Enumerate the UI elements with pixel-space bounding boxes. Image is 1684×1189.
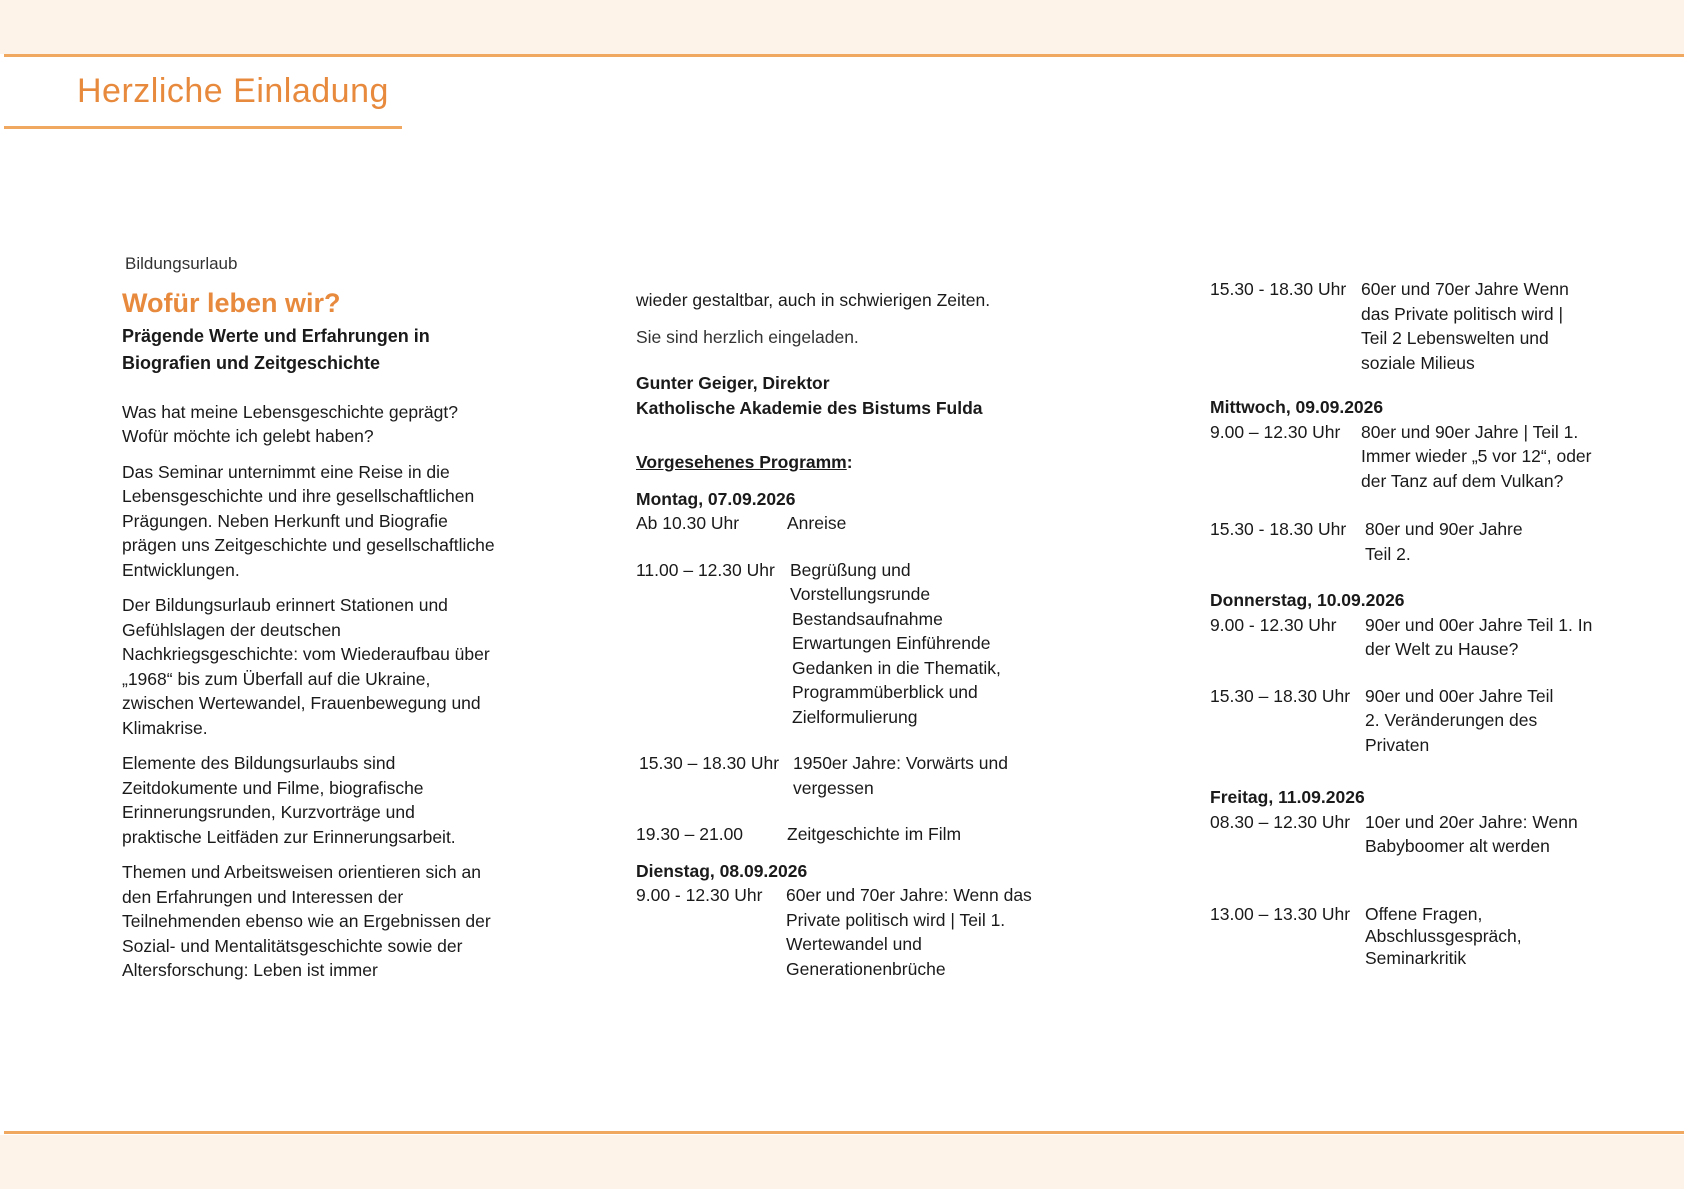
entry-time: 11.00 – 12.30 Uhr — [636, 559, 775, 580]
schedule-entry — [1210, 810, 1684, 859]
entry-description: 10er und 20er Jahre: Wenn Babyboomer alt werden — [1365, 811, 1578, 856]
entry-description: 60er und 70er Jahre Wenn das Private politisch wird | Teil 2 Lebenswelten und soziale Milieus — [1361, 279, 1569, 373]
entry-description: 60er und 70er Jahre: Wenn das Private politisch wird | Teil 1. Wertewandel und Generationenbrüche — [786, 885, 1032, 979]
bottom-rule — [4, 1131, 1684, 1134]
entry-time: 15.30 – 18.30 Uhr — [639, 753, 780, 773]
day-heading-montag: Montag, 07.09.2026 — [636, 488, 796, 509]
entry-description: 90er und 00er Jahre Teil 1. In der Welt zu Hause? — [1365, 614, 1593, 659]
schedule-entry — [1210, 420, 1684, 494]
entry-time: 15.30 - 18.30 Uhr — [1210, 279, 1347, 299]
schedule-entry — [1210, 684, 1684, 758]
seminar-subtitle: Prägende Werte und Erfahrungen in Biografien und Zeitgeschichte — [122, 325, 430, 373]
entry-time: 9.00 - 12.30 Uhr — [1210, 614, 1337, 635]
invitation-text: Sie sind herzlich eingeladen. — [636, 326, 859, 347]
entry-time: 9.00 – 12.30 Uhr — [1210, 421, 1341, 442]
entry-description: 80er und 90er Jahre Teil 2. — [1365, 519, 1523, 564]
middle-column — [636, 288, 1066, 981]
schedule-entry — [1210, 613, 1684, 662]
entry-time: 08.30 – 12.30 Uhr — [1210, 811, 1351, 832]
schedule-entry — [636, 822, 1066, 847]
schedule-entry — [639, 751, 1066, 800]
schedule-entry — [1210, 277, 1684, 375]
page-title: Herzliche Einladung — [77, 72, 389, 110]
entry-description: Anreise — [787, 513, 847, 533]
schedule-entry — [636, 558, 1066, 607]
top-band — [0, 0, 1684, 54]
entry-description: Zeitgeschichte im Film — [787, 824, 962, 844]
schedule-entry — [636, 883, 1066, 981]
program-heading-text: Vorgesehenes Programm — [636, 452, 847, 472]
intro-paragraph: Das Seminar unternimmt eine Reise in die Lebensgeschichte und ihre gesellschaftlichen Prägungen. Neben Herkunft und Biografie prägen uns Zeitgeschichte und gesellschaftliche Entwicklungen. — [122, 461, 495, 580]
intro-paragraph: Themen und Arbeitsweisen orientieren sich an den Erfahrungen und Interessen der Teilnehmenden ebenso wie an Ergebnissen der Sozial- und Mentalitätsgeschichte sowie der Altersforschung: Leben ist immer — [122, 862, 491, 980]
entry-time: 19.30 – 21.00 — [636, 824, 744, 844]
entry-description: 80er und 90er Jahre | Teil 1. Immer wieder „5 vor 12“, oder der Tanz auf dem Vulkan? — [1361, 421, 1592, 491]
signature-name: Gunter Geiger, Direktor — [636, 373, 830, 393]
day-heading-donnerstag: Donnerstag, 10.09.2026 — [1210, 590, 1405, 610]
entry-description: Offene Fragen, Abschlussgespräch, Seminarkritik — [1365, 903, 1522, 968]
entry-description: Bestandsaufnahme Erwartungen Einführende Gedanken in die Thematik, Programmüberblick und Zielformulierung — [792, 608, 1001, 727]
eyebrow-label: Bildungsurlaub — [125, 254, 238, 273]
signature-org: Katholische Akademie des Bistums Fulda — [636, 397, 983, 418]
entry-time: 13.00 – 13.30 Uhr — [1210, 903, 1351, 924]
intro-paragraph: Elemente des Bildungsurlaubs sind Zeitdokumente und Filme, biografische Erinnerungsrunden, Kurzvorträge und praktische Leitfäden zur Erinnerungsarbeit. — [122, 753, 456, 847]
program-heading — [636, 450, 1066, 475]
entry-description: 1950er Jahre: Vorwärts und vergessen — [793, 753, 1008, 798]
entry-time: Ab 10.30 Uhr — [636, 513, 740, 533]
schedule-entry — [636, 511, 1066, 536]
title-underline — [4, 126, 402, 129]
entry-description: 90er und 00er Jahre Teil 2. Veränderungen des Privaten — [1365, 685, 1554, 755]
program-heading-colon: : — [846, 452, 853, 472]
schedule-entry — [1210, 903, 1684, 969]
schedule-entry — [1210, 517, 1684, 566]
entry-time: 15.30 - 18.30 Uhr — [1210, 519, 1347, 539]
top-rule — [4, 54, 1684, 57]
day-heading-mittwoch: Mittwoch, 09.09.2026 — [1210, 397, 1384, 417]
right-column — [1210, 277, 1684, 969]
entry-time: 15.30 – 18.30 Uhr — [1210, 685, 1351, 706]
seminar-title: Wofür leben wir? — [122, 287, 341, 318]
intro-paragraph: Der Bildungsurlaub erinnert Stationen und Gefühlslagen der deutschen Nachkriegsgeschichte: vom Wiederaufbau über „1968“ bis zum Überfall auf die Ukraine, zwischen Wertewandel, Frauenbewegung und Klimakrise. — [122, 595, 490, 738]
entry-description: Begrüßung und Vorstellungsrunde — [790, 559, 931, 604]
day-heading-freitag: Freitag, 11.09.2026 — [1210, 787, 1365, 807]
continuation-text: wieder gestaltbar, auch in schwierigen Zeiten. — [636, 290, 991, 310]
bottom-band — [0, 1135, 1684, 1189]
entry-time: 9.00 - 12.30 Uhr — [636, 885, 763, 905]
intro-column — [122, 252, 497, 983]
intro-paragraph: Was hat meine Lebensgeschichte geprägt? Wofür möchte ich gelebt haben? — [122, 401, 458, 446]
day-heading-dienstag: Dienstag, 08.09.2026 — [636, 860, 808, 881]
